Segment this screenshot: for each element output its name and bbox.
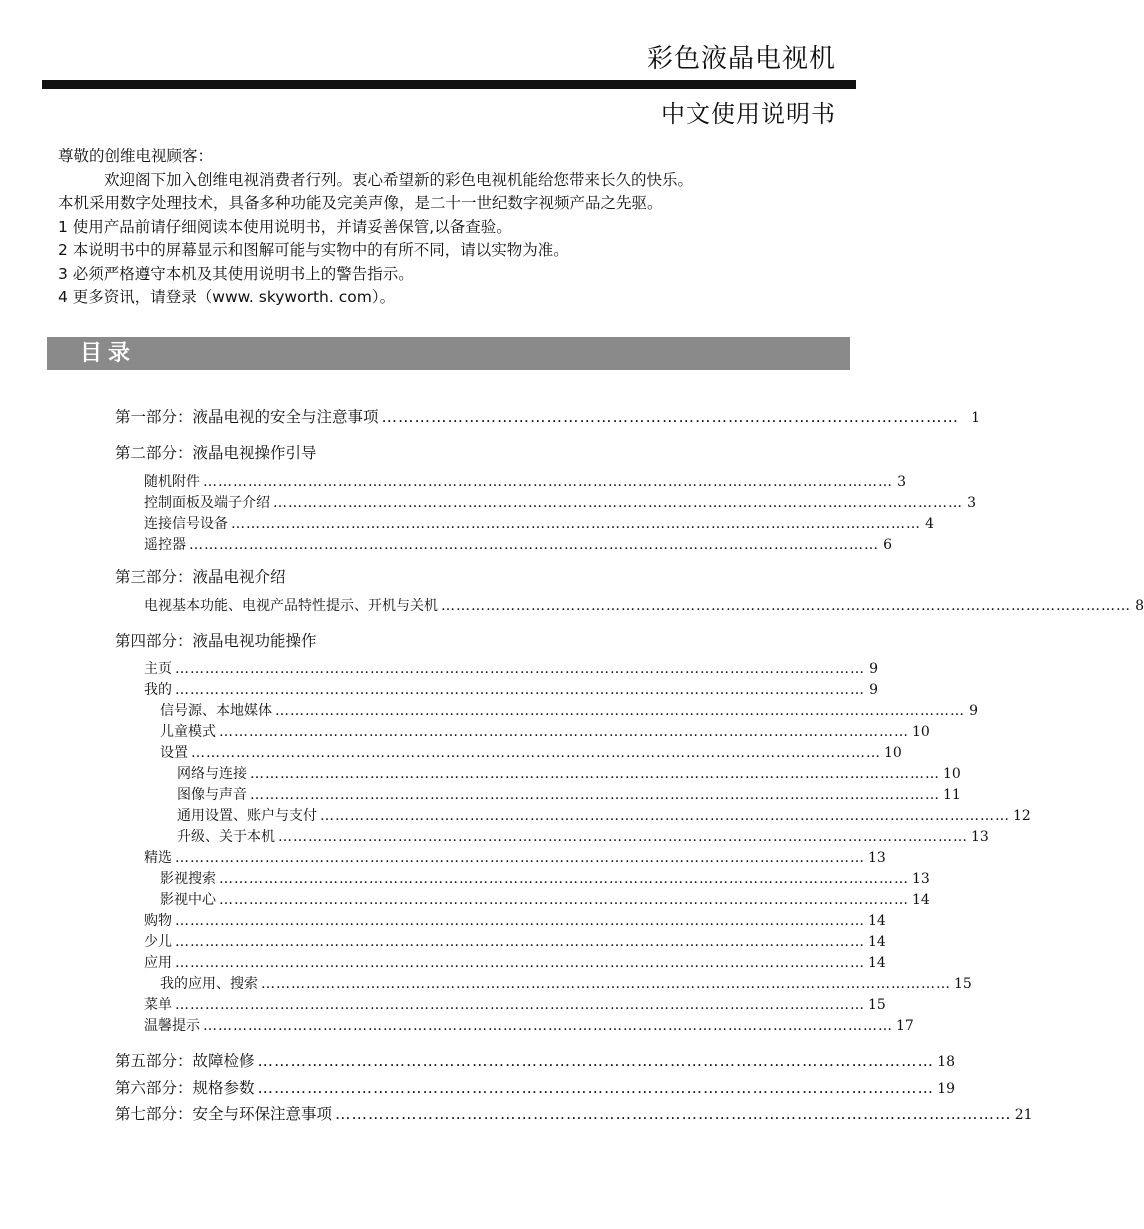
toc-part-7-page: 21 [1014, 1107, 1033, 1123]
toc-item[interactable] [160, 868, 930, 888]
toc-item[interactable] [177, 826, 989, 846]
toc-item-label: 随机附件 [144, 474, 200, 490]
toc-item-page: 14 [868, 934, 886, 950]
toc-part-2[interactable] [115, 441, 317, 463]
leader-dots: …………………………………………………………………………………………………………… [335, 1105, 1012, 1123]
greeting: 尊敬的创维电视顾客： [58, 147, 214, 165]
toc-item[interactable] [144, 492, 976, 512]
leader-dots: ………………………………………………………………………………………………………………………… [175, 661, 865, 677]
toc-item-page: 9 [869, 682, 878, 698]
note-4: 4 更多资讯，请登录（www. skyworth. com）。 [58, 288, 396, 306]
toc-item-label: 影视搜索 [160, 871, 216, 887]
leader-dots: ………………………………………………………………………………………………………………………… [441, 598, 1131, 614]
document-subtitle: 中文使用说明书 [661, 100, 836, 128]
toc-item-label: 菜单 [144, 997, 172, 1013]
toc-part-6[interactable] [115, 1076, 956, 1098]
leader-dots: ………………………………………………………………………………………………………………………… [219, 871, 909, 887]
toc-part-1[interactable] [115, 405, 981, 427]
toc-item-page: 3 [967, 495, 976, 511]
toc-item[interactable] [177, 763, 961, 783]
toc-part-5-title: 第五部分：故障检修 [115, 1052, 255, 1070]
toc-item-label: 连接信号设备 [144, 516, 228, 532]
leader-dots: ………………………………………………………………………………………………………………………… [175, 682, 865, 698]
toc-item-page: 14 [912, 892, 930, 908]
toc-item[interactable] [144, 931, 886, 951]
toc-part-1-title: 第一部分：液晶电视的安全与注意事项 [115, 408, 379, 426]
toc-item-label: 温馨提示 [144, 1018, 200, 1034]
toc-item-page: 13 [868, 850, 886, 866]
toc-item-page: 15 [954, 976, 972, 992]
leader-dots: ………………………………………………………………………………………………………………………… [273, 495, 963, 511]
leader-dots: ………………………………………………………………………………………………………………………… [320, 808, 1010, 824]
toc-part-5[interactable] [115, 1049, 956, 1071]
toc-item-label: 少儿 [144, 934, 172, 950]
toc-part-7-title: 第七部分：安全与环保注意事项 [115, 1105, 333, 1123]
toc-item[interactable] [144, 952, 886, 972]
toc-item-page: 4 [925, 516, 934, 532]
toc-item-page: 10 [912, 724, 930, 740]
leader-dots: ………………………………………………………………………………………………………………………… [250, 766, 940, 782]
note-1: 1 使用产品前请仔细阅读本使用说明书，并请妥善保管,以备查验。 [58, 217, 512, 236]
leader-dots: …………………………………………………………………………………………………………… [257, 1052, 935, 1070]
toc-part-6-page: 19 [937, 1081, 956, 1097]
toc-part-4-title: 第四部分：液晶电视功能操作 [115, 632, 317, 650]
leader-dots: …………………………………………………………………………………………… [381, 408, 960, 426]
leader-dots: ………………………………………………………………………………………………………………………… [203, 1018, 893, 1034]
toc-item[interactable] [144, 847, 886, 867]
toc-item-label: 我的 [144, 682, 172, 698]
toc-item-label: 购物 [144, 913, 172, 929]
toc-item-page: 12 [1013, 808, 1031, 824]
toc-item[interactable] [160, 721, 930, 741]
toc-part-3-title: 第三部分：液晶电视介绍 [115, 568, 286, 586]
leader-dots: ………………………………………………………………………………………………………………………… [219, 892, 909, 908]
toc-item[interactable] [144, 679, 878, 699]
toc-item-label: 设置 [160, 745, 188, 761]
toc-item-page: 13 [971, 829, 989, 845]
toc-item-label: 通用设置、账户与支付 [177, 808, 317, 824]
leader-dots: ………………………………………………………………………………………………………………………… [175, 850, 865, 866]
toc-item-label: 控制面板及端子介绍 [144, 495, 270, 511]
note-3: 3 必须严格遵守本机及其使用说明书上的警告指示。 [58, 264, 414, 283]
leader-dots: ………………………………………………………………………………………………………………………… [231, 516, 921, 532]
leader-dots: ………………………………………………………………………………………………………………………… [175, 934, 865, 950]
toc-item[interactable] [160, 742, 902, 762]
toc-item[interactable] [177, 805, 1031, 825]
toc-item-page: 8 [1135, 598, 1144, 614]
toc-item-label: 图像与声音 [177, 787, 247, 803]
toc-part-6-title: 第六部分：规格参数 [115, 1079, 255, 1097]
toc-item[interactable] [144, 471, 906, 491]
leader-dots: ………………………………………………………………………………………………………………………… [175, 955, 865, 971]
welcome-text: 欢迎阁下加入创维电视消费者行列。衷心希望新的彩色电视机能给您带来长久的快乐。 [104, 170, 694, 189]
toc-part-3[interactable] [115, 565, 286, 587]
leader-dots: ………………………………………………………………………………………………………………………… [189, 537, 879, 553]
toc-item[interactable] [144, 910, 886, 930]
leader-dots: ………………………………………………………………………………………………………………………… [250, 787, 940, 803]
toc-item-label: 电视基本功能、电视产品特性提示、开机与关机 [144, 598, 438, 614]
toc-item-label: 网络与连接 [177, 766, 247, 782]
toc-item-label: 影视中心 [160, 892, 216, 908]
toc-heading: 目录 [80, 341, 137, 366]
toc-item-page: 17 [896, 1018, 914, 1034]
toc-item-label: 精选 [144, 850, 172, 866]
toc-part-2-title: 第二部分：液晶电视操作引导 [115, 444, 317, 462]
toc-part-7[interactable] [115, 1102, 1033, 1124]
toc-item[interactable] [160, 889, 930, 909]
leader-dots: ………………………………………………………………………………………………………………………… [175, 913, 865, 929]
document-title: 彩色液晶电视机 [646, 44, 836, 74]
toc-item-label: 升级、关于本机 [177, 829, 275, 845]
toc-item[interactable] [144, 658, 878, 678]
leader-dots: ………………………………………………………………………………………………………………………… [261, 976, 951, 992]
toc-item-page: 11 [943, 787, 961, 803]
leader-dots: ………………………………………………………………………………………………………………………… [219, 724, 909, 740]
toc-part-1-page: 1 [971, 410, 981, 426]
toc-item-page: 14 [868, 913, 886, 929]
toc-item[interactable] [177, 784, 961, 804]
toc-item-page: 14 [868, 955, 886, 971]
toc-item-page: 10 [884, 745, 902, 761]
tech-text: 本机采用数字处理技术，具备多种功能及完美声像，是二十一世纪数字视频产品之先驱。 [58, 194, 663, 212]
toc-item-page: 6 [883, 537, 892, 553]
toc-item-page: 9 [969, 703, 978, 719]
leader-dots: …………………………………………………………………………………………………………… [257, 1079, 935, 1097]
toc-item[interactable] [144, 1015, 914, 1035]
toc-item-label: 信号源、本地媒体 [160, 703, 272, 719]
toc-item-label: 主页 [144, 661, 172, 677]
note-2: 2 本说明书中的屏幕显示和图解可能与实物中的有所不同，请以实物为准。 [58, 241, 569, 259]
toc-item-page: 10 [943, 766, 961, 782]
toc-item-page: 15 [868, 997, 886, 1013]
toc-item[interactable] [144, 513, 934, 533]
toc-item[interactable] [160, 700, 978, 720]
leader-dots: ………………………………………………………………………………………………………………………… [203, 474, 893, 490]
toc-item-label: 我的应用、搜索 [160, 976, 258, 992]
toc-item-page: 13 [912, 871, 930, 887]
toc-part-5-page: 18 [937, 1054, 956, 1070]
leader-dots: ………………………………………………………………………………………………………………………… [175, 997, 865, 1013]
toc-item[interactable] [144, 595, 1144, 615]
toc-item-label: 儿童模式 [160, 724, 216, 740]
leader-dots: ………………………………………………………………………………………………………………………… [275, 703, 965, 719]
toc-item-page: 3 [897, 474, 906, 490]
leader-dots: ………………………………………………………………………………………………………………………… [278, 829, 968, 845]
toc-item[interactable] [144, 534, 892, 554]
toc-part-4[interactable] [115, 629, 317, 651]
leader-dots: ………………………………………………………………………………………………………………………… [191, 745, 881, 761]
toc-item[interactable] [144, 994, 886, 1014]
toc-item-page: 9 [869, 661, 878, 677]
toc-item-label: 遥控器 [144, 537, 186, 553]
toc-item-label: 应用 [144, 955, 172, 971]
toc-item[interactable] [160, 973, 972, 993]
